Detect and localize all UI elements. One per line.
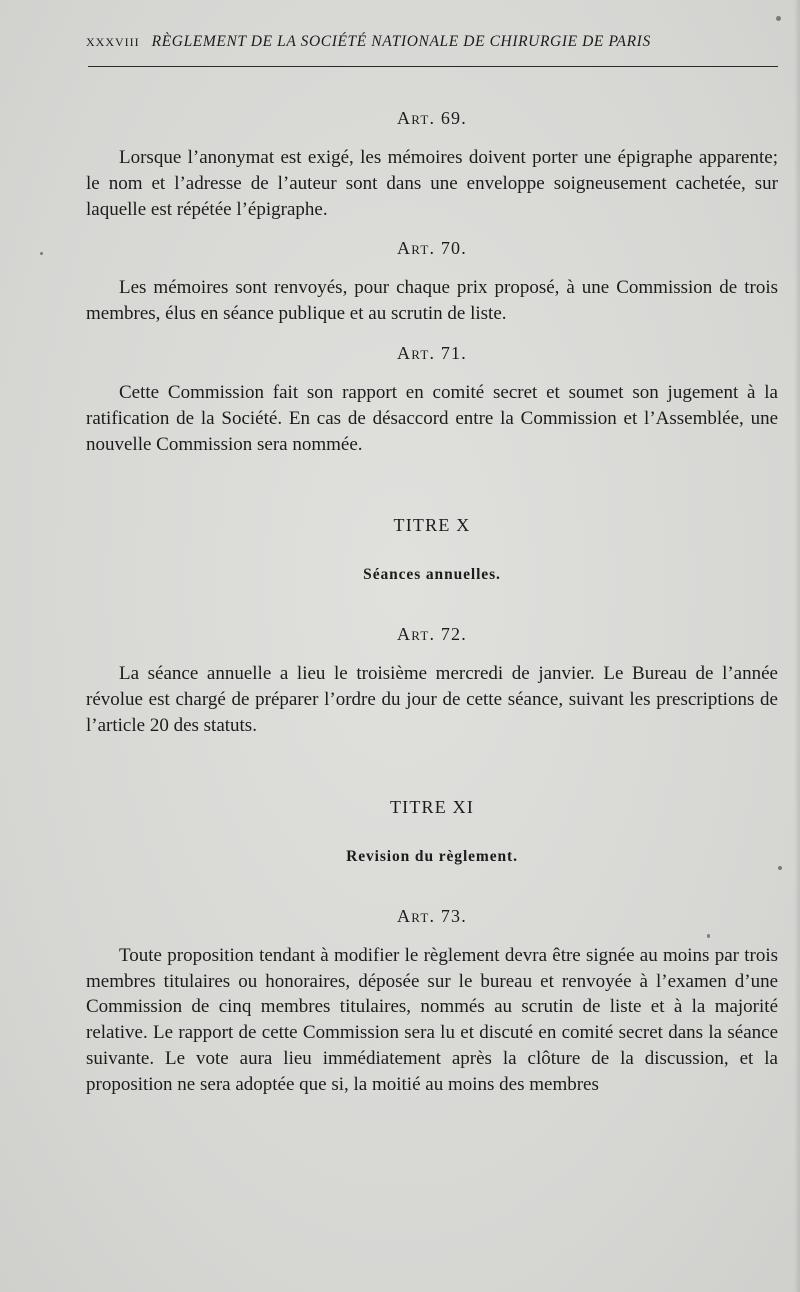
article-69-text: Lorsque l’anonymat est exigé, les mémoires doivent porter une épigraphe apparente; le nom et l’adresse de l’auteur sont dans une enveloppe soigneusement cachetée, sur laquelle est répétée l’épigraphe.: [86, 147, 778, 220]
page-number: XXXVIII: [86, 35, 140, 49]
article-70-text: Les mémoires sont renvoyés, pour chaque prix proposé, à une Commission de trois membres, élus en séance publique et au scrutin de liste.: [86, 277, 778, 325]
paper-speck: [778, 866, 782, 870]
article-73-heading: Art. 73.: [397, 905, 467, 926]
running-title: RÈGLEMENT DE LA SOCIÉTÉ NATIONALE DE CHIRURGIE DE PARIS: [151, 33, 651, 50]
titre-xi-name: Revision du règlement.: [346, 847, 518, 865]
article-71-text: Cette Commission fait son rapport en comité secret et soumet son jugement à la ratification de la Société. En cas de désaccord entre la Commission et l’Assemblée, une nouvelle Commission sera nommée.: [86, 381, 778, 455]
article-73-text: Toute proposition tendant à modifier le règlement devra être signée au moins par trois membres titulaires ou honoraires, déposée sur le bureau et renvoyée à l’examen d’une Commission de cinq membres titulaires, nommés au scrutin de liste et à la majorité relative. Le rapport de cette Commission sera lu et discuté en comité secret dans la séance suivante. Le vote aura lieu immédiatement après la clôture de la discussion, et la proposition ne sera adoptée que si, la moitié au moins des membres: [86, 944, 778, 1095]
article-69-heading: Art. 69.: [397, 108, 467, 128]
paper-speck: [707, 934, 710, 938]
running-head: [86, 30, 778, 54]
article-71-heading: Art. 71.: [397, 342, 467, 363]
article-72-text: La séance annuelle a lieu le troisième mercredi de janvier. Le Bureau de l’année révolue est chargé de préparer l’ordre du jour de cette séance, suivant les prescriptions de l’article 20 des statuts.: [86, 663, 778, 736]
paper-speck: [40, 252, 43, 255]
page-body: [86, 94, 778, 1114]
titre-xi-heading: TITRE XI: [389, 796, 475, 817]
paper-speck: [776, 16, 781, 21]
titre-x-name: Séances annuelles.: [363, 566, 501, 584]
page-edge-shadow: [794, 0, 800, 1292]
article-72-heading: Art. 72.: [397, 624, 467, 645]
article-70-heading: Art. 70.: [397, 238, 467, 259]
titre-x-heading: TITRE X: [393, 515, 471, 536]
header-rule: [88, 66, 778, 67]
